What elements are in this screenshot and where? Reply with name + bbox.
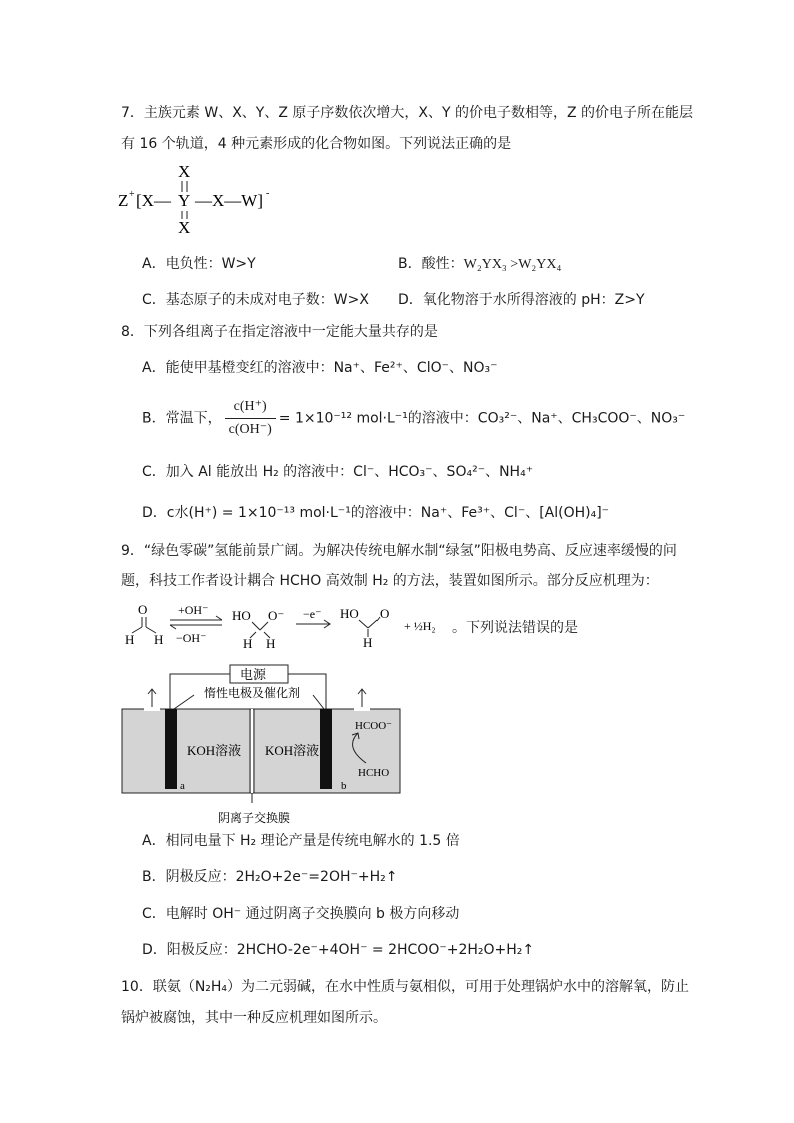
q9-option-d: D．阳极反应：2HCHO-2e⁻+4OH⁻ = 2HCOO⁻+2H₂O+H₂↑ xyxy=(142,942,535,958)
q9-apparatus-diagram xyxy=(118,663,408,828)
q9-hcoo: HCOO⁻ xyxy=(355,720,392,732)
q9-electrode-a xyxy=(165,709,177,789)
svg-text:HO: HO xyxy=(232,608,251,623)
q7-structure-diagram xyxy=(118,160,288,238)
svg-text:H: H xyxy=(266,636,276,650)
q9-mech-tail: 。下列说法错误的是 xyxy=(452,620,578,636)
q9-koh-right: KOH溶液 xyxy=(265,743,320,758)
q10-stem-line1: 10．联氨（N₂H₄）为二元弱碱，在水中性质与氨相似，可用于处理锅炉水中的溶解氧，防止 xyxy=(121,979,690,995)
q9-power-label: 电源 xyxy=(240,667,267,682)
q9-label-a: a xyxy=(180,780,185,792)
q7-option-a: A．电负性：W>Y xyxy=(142,256,256,272)
svg-text:H: H xyxy=(154,632,164,647)
q7-option-b: B．酸性：W₂YX₃ >W₂YX₄ xyxy=(398,256,562,272)
svg-text:H: H xyxy=(243,636,253,650)
q9-option-a: A．相同电量下 H₂ 理论产量是传统电解水的 1.5 倍 xyxy=(142,833,460,849)
q9-hcho: HCHO xyxy=(358,767,390,779)
svg-text:H: H xyxy=(125,632,135,647)
q9-membrane-label: 阴离子交换膜 xyxy=(218,811,291,825)
q7-stem-line2: 有 16 个轨道，4 种元素形成的化合物如图。下列说法正确的是 xyxy=(121,136,512,152)
q9-mechanism-diagram xyxy=(118,600,478,650)
q7-stem-line1: 7．主族元素 W、X、Y、Z 原子序数依次增大，X、Y 的价电子数相等，Z 的价电子所在能层 xyxy=(121,105,694,121)
q8-option-c: C．加入 Al 能放出 H₂ 的溶液中：Cl⁻、HCO₃⁻、SO₄²⁻、NH₄⁺ xyxy=(142,464,534,480)
q7-option-d: D．氧化物溶于水所得溶液的 pH：Z>Y xyxy=(398,292,645,308)
svg-text:−e⁻: −e⁻ xyxy=(303,607,322,621)
q9-stem-line2: 题，科技工作者设计耦合 HCHO 高效制 H₂ 的方法，装置如图所示。部分反应机理为： xyxy=(121,573,659,589)
q7-struct-mid: —X—W] xyxy=(195,191,263,210)
q9-electrode-label: 惰性电极及催化剂 xyxy=(204,686,301,700)
q10-stem-line2: 锅炉被腐蚀，其中一种反应机理如图所示。 xyxy=(121,1010,387,1026)
svg-text:+OH⁻: +OH⁻ xyxy=(178,603,209,617)
q7-struct-z: Z xyxy=(118,191,129,210)
q7-option-c: C．基态原子的未成对电子数：W>X xyxy=(142,292,369,308)
q8-option-d: D．c水(H⁺) = 1×10⁻¹³ mol·L⁻¹的溶液中：Na⁺、Fe³⁺、Cl⁻、[Al(OH)₄]⁻ xyxy=(142,505,610,521)
svg-text:−OH⁻: −OH⁻ xyxy=(176,631,207,645)
q7-struct-top: X xyxy=(178,162,191,181)
svg-text:Z xyxy=(118,191,128,210)
svg-text:H: H xyxy=(363,635,373,650)
svg-text:O: O xyxy=(380,606,390,621)
q7-struct-charge: - xyxy=(266,188,270,199)
q9-koh-left: KOH溶液 xyxy=(187,743,242,758)
q8-option-a: A．能使甲基橙变红的溶液中：Na⁺、Fe²⁺、ClO⁻、NO₃⁻ xyxy=(142,360,498,376)
q8-stem: 8．下列各组离子在指定溶液中一定能大量共存的是 xyxy=(121,324,438,340)
svg-text:HO: HO xyxy=(340,606,359,621)
svg-text:O: O xyxy=(138,602,148,617)
q9-electrode-b xyxy=(320,709,332,789)
q9-option-c: C．电解时 OH⁻ 通过阴离子交换膜向 b 极方向移动 xyxy=(142,906,460,922)
svg-text:O⁻: O⁻ xyxy=(268,608,285,623)
q9-mech-h2: + ½H₂ xyxy=(404,619,436,633)
q7-struct-y: Y xyxy=(178,191,191,210)
q8-fraction: $\frac{c(H^+)}{c(OH^-)}$ xyxy=(225,396,276,441)
q8-option-b: B．常温下， $\frac{c(H^+)}{c(OH^-)}$ = 1×10⁻¹² mol·L⁻¹的溶液中：CO₃²⁻、Na⁺、CH₃COO⁻、NO₃⁻ xyxy=(142,396,685,441)
q9-stem-line1: 9．“绿色零碳”氢能前景广阔。为解决传统电解水制“绿氢”阳极电势高、反应速率缓慢的问 xyxy=(121,543,677,559)
q7-struct-bottom: X xyxy=(178,218,191,237)
q7-struct-zcharge: + xyxy=(129,189,135,200)
q9-option-b: B．阴极反应：2H₂O+2e⁻=2OH⁻+H₂↑ xyxy=(142,869,398,885)
q9-label-b: b xyxy=(341,780,347,792)
q7-struct-left: [X— xyxy=(136,191,171,210)
